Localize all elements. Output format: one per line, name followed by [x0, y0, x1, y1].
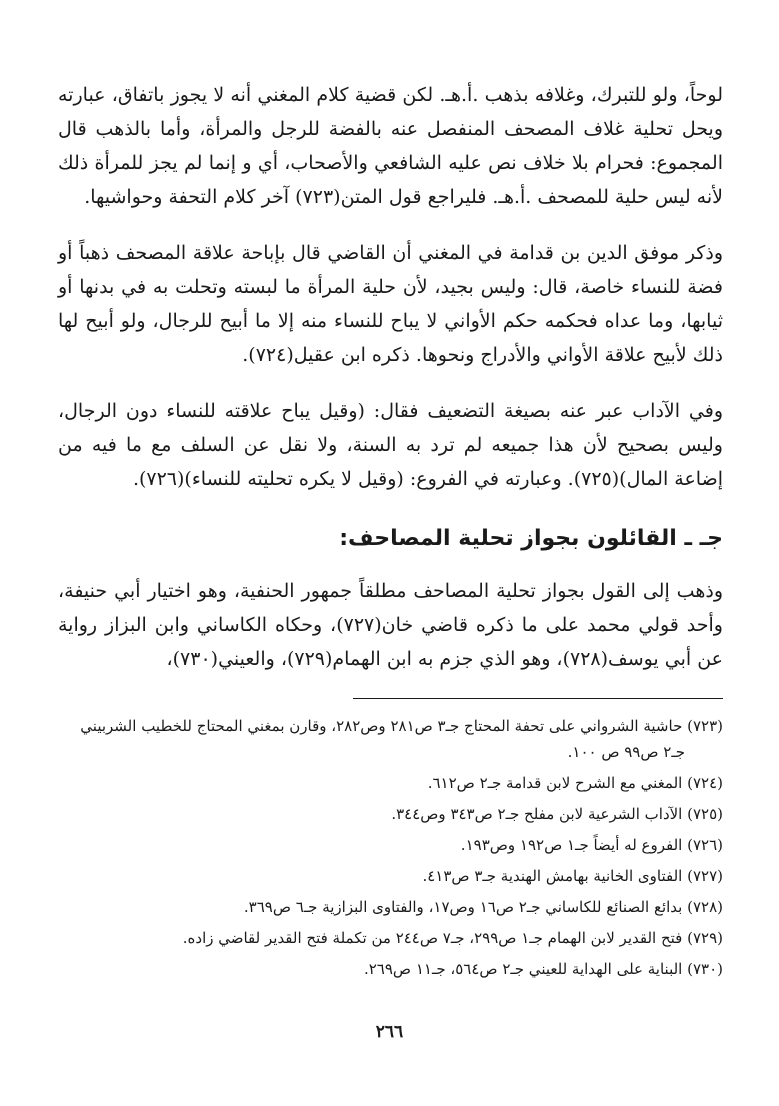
section-heading: جـ ـ القائلون بجواز تحلية المصاحف:: [339, 526, 723, 551]
body-paragraph-4: وذهب إلى القول بجواز تحلية المصاحف مطلقاً جمهور الحنفية، وهو اختيار أبي حنيفة، وأحد قولي محمد على ما ذكره قاضي خان(٧٢٧)، وحكاه الكاساني وابن البزاز رواية عن أبي يوسف(٧٢٨)، وهو الذي جزم به ابن الهمام(٧٢٩)، والعيني(٧٣٠)،: [58, 580, 723, 670]
footnote-726: (٧٢٦) الفروع له أيضاً جـ١ ص١٩٢ وص١٩٣.: [460, 836, 723, 854]
footnote-723: (٧٢٣) حاشية الشرواني على تحفة المحتاج جـ٣ ص٢٨١ وص٢٨٢، وقارن بمغني المحتاج للخطيب الشربيني جـ٢ ص٩٩ ص ١٠٠.: [80, 717, 723, 761]
body-paragraph-2: وذكر موفق الدين بن قدامة في المغني أن القاضي قال بإباحة علاقة المصحف ذهباً أو فضة للنساء خاصة، قال: وليس بجيد، لأن حلية المرأة ما لبسته وتحلت به في بدنها أو ثيابها، وما عداه فحكمه حكم الأواني لا يباح للنساء منه إلا ما أبيح للرجال، ولو أبيح لها ذلك لأبيح علاقة الأواني والأدراج ونحوها. ذكره ابن عقيل(٧٢٤).: [58, 242, 723, 366]
page-content: [58, 78, 723, 987]
footnote-730: (٧٣٠) البناية على الهداية للعيني جـ٢ ص٥٦٤، جـ١١ ص٢٦٩.: [363, 960, 723, 978]
footnote-727: (٧٢٧) الفتاوى الخانية بهامش الهندية جـ٣ ص٤١٣.: [422, 867, 723, 885]
body-paragraph-1: لوحاً، ولو للتبرك، وغلافه بذهب .أ.هـ. لكن قضية كلام المغني أنه لا يجوز باتفاق، عبارته ويحل تحلية غلاف المصحف المنفصل عنه بالفضة للرجل والمرأة، وأما بالذهب قال المجموع: فحرام بلا خلاف نص عليه الشافعي والأصحاب، أي و إنما لم يجز للمرأة ذلك لأنه ليس حلية للمصحف .أ.هـ. فليراجع قول المتن(٧٢٣) آخر كلام التحفة وحواشيها.: [58, 84, 723, 208]
footnote-729: (٧٢٩) فتح القدير لابن الهمام جـ١ ص٢٩٩، جـ٧ ص٢٤٤ من تكملة فتح القدير لقاضي زاده.: [182, 929, 723, 947]
body-paragraph-3: وفي الآداب عبر عنه بصيغة التضعيف فقال: (وقيل يباح علاقته للنساء دون الرجال، وليس بصحيح لأن هذا جميعه لم ترد به السنة، ولا نقل عن السلف مع ما فيه من إضاعة المال)(٧٢٥). وعبارته في الفروع: (وقيل لا يكره تحليته للنساء)(٧٢٦).: [58, 400, 723, 490]
footnote-728: (٧٢٨) بدائع الصنائع للكاساني جـ٢ ص١٦ وص١٧، والفتاوى البزازية جـ٦ ص٣٦٩.: [243, 898, 723, 916]
footnote-divider: [353, 698, 723, 699]
footnote-724: (٧٢٤) المغني مع الشرح لابن قدامة جـ٢ ص٦١٢.: [427, 774, 723, 792]
footnotes-section: [58, 713, 723, 982]
footnote-725: (٧٢٥) الآداب الشرعية لابن مفلح جـ٢ ص٣٤٣ وص٣٤٤.: [391, 805, 723, 823]
page-number: ٢٦٦: [375, 1022, 404, 1042]
